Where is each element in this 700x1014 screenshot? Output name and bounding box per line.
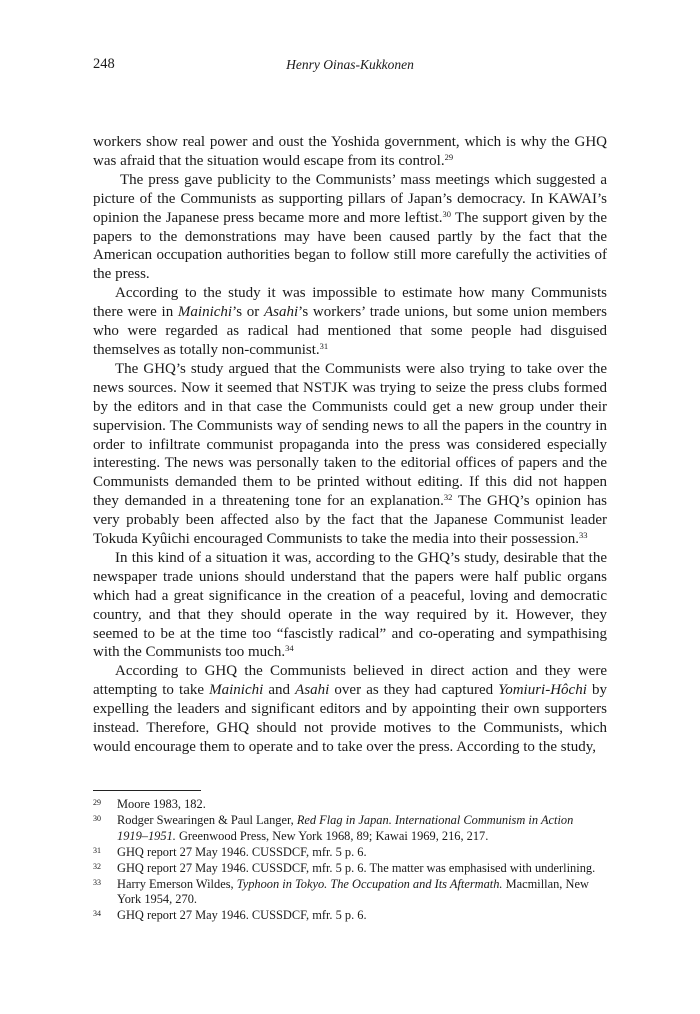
text: ’s or: [232, 304, 264, 321]
text: According to GHQ the Communists believed in direct action and they were attempting to take: [93, 663, 607, 699]
paragraph: [93, 549, 607, 662]
footnote-ref[interactable]: 30: [442, 208, 451, 219]
text: Macmillan, New York 1954, 270.: [117, 876, 589, 907]
page-number: 248: [93, 56, 115, 72]
italic-text: Mainichi: [209, 682, 264, 699]
text: by expelling the leaders and significant editors and by appointing their own supporters instead. Therefore, GHQ should not provide motives to the Communists, which would encourage them to operate and to take over the press. According to the study,: [93, 682, 607, 755]
text: The GHQ’s study argued that the Communists were also trying to take over the news sources. Now it seemed that NSTJK was trying to seize the press clubs formed by the editors and in that case the Communists could get a new group under their supervision. The Communists way of sending news to all the papers in the country in order to infiltrate communist propaganda into the press was considered especially interesting. The news was personally taken to the editorial offices of papers and the Communists demanded them to be printed without editing. If this did not happen they demanded in a threatening tone for an explanation.: [93, 360, 607, 510]
paragraph: [93, 662, 607, 757]
footnote-number: 34: [93, 909, 101, 919]
italic-text: Asahi: [263, 304, 299, 321]
italic-title: Typhoon in Tokyo. The Occupation and Its Aftermath.: [236, 876, 503, 891]
italic-text: Asahi: [295, 682, 330, 699]
footnote: [93, 908, 607, 924]
footnote-divider: [93, 790, 201, 791]
footnote: [93, 797, 607, 813]
footnote: [93, 845, 607, 861]
footnote-number: 33: [93, 877, 101, 887]
footnote-ref[interactable]: 32: [443, 492, 453, 503]
footnote-ref[interactable]: 29: [444, 151, 454, 162]
running-head: Henry Oinas-Kukkonen: [286, 57, 414, 72]
footnote-text: Moore 1983, 182.: [117, 797, 206, 811]
footnote-text: [117, 877, 607, 909]
footnote: [93, 813, 607, 845]
italic-title: Red Flag in Japan. International Communism in Action 1919–1951.: [117, 812, 574, 843]
text: According to the study it was impossible to estimate how many Communists there were in: [93, 285, 607, 321]
footnote-ref[interactable]: 31: [319, 340, 329, 351]
footnote-number: 31: [93, 845, 101, 855]
text: Greenwood Press, New York 1968, 89; Kawai 1969, 216, 217.: [175, 828, 489, 843]
paragraph: [93, 171, 607, 284]
footnotes: [93, 797, 607, 924]
body-text: [93, 133, 607, 757]
footnote-number: 30: [93, 813, 101, 823]
text: workers show real power and oust the Yoshida government, which is why the GHQ was afraid that the situation would escape from its control.: [93, 134, 607, 169]
text: The press gave publicity to the Communists’ mass meetings which suggested a picture of the Communists as supporting pillars of Japan’s democracy. In KAWAI’s opinion the Japanese press became more and more leftist.: [93, 171, 608, 226]
footnote-ref[interactable]: 34: [285, 643, 294, 654]
footnote-text: GHQ report 27 May 1946. CUSSDCF, mfr. 5 p. 6.: [117, 908, 367, 923]
footnote: [93, 861, 607, 877]
paragraph: [93, 360, 607, 549]
text: The support given by the papers to the demonstrations may have been caused partly by the fact that the American occupation authorities began to follow still more carefully the activities of the press.: [93, 209, 607, 283]
italic-text: Yomiuri-Hôchi: [498, 682, 587, 699]
footnote-number: 29: [93, 798, 101, 807]
text: Harry Emerson Wildes,: [117, 876, 237, 891]
text: over as they had captured: [329, 682, 499, 699]
paragraph: [93, 133, 607, 171]
footnote-number: 32: [93, 861, 101, 871]
paragraph: [93, 284, 607, 360]
footnote-text: GHQ report 27 May 1946. CUSSDCF, mfr. 5 p. 6.: [117, 844, 367, 859]
footnote-text: [117, 813, 607, 845]
footnote-ref[interactable]: 33: [578, 530, 588, 541]
text: In this kind of a situation it was, according to the GHQ’s study, desirable that the newspaper trade unions should understand that the papers were half public organs which had a great significance in the creation of a peaceful, loving and democratic country, and that they should operate in the way required by it. However, they seemed to be at the time too “fascistly radical” and co-operating and sympathising with the Communists too much.: [93, 549, 607, 661]
italic-text: Mainichi: [177, 304, 233, 321]
footnote: [93, 877, 607, 909]
footnote-text: GHQ report 27 May 1946. CUSSDCF, mfr. 5 p. 6. The matter was emphasised with underlining.: [117, 860, 596, 875]
text: Rodger Swearingen & Paul Langer,: [117, 812, 297, 827]
text: ’s workers’ trade unions, but some union members who were regarded as radical had mentioned that some people had disguised themselves as totally non-communist.: [93, 304, 608, 358]
text: and: [263, 682, 296, 699]
text: The GHQ’s opinion has very probably been affected also by the fact that the Japanese Communist leader Tokuda Kyûichi encouraged Communists to take the media into their possession.: [93, 493, 607, 548]
